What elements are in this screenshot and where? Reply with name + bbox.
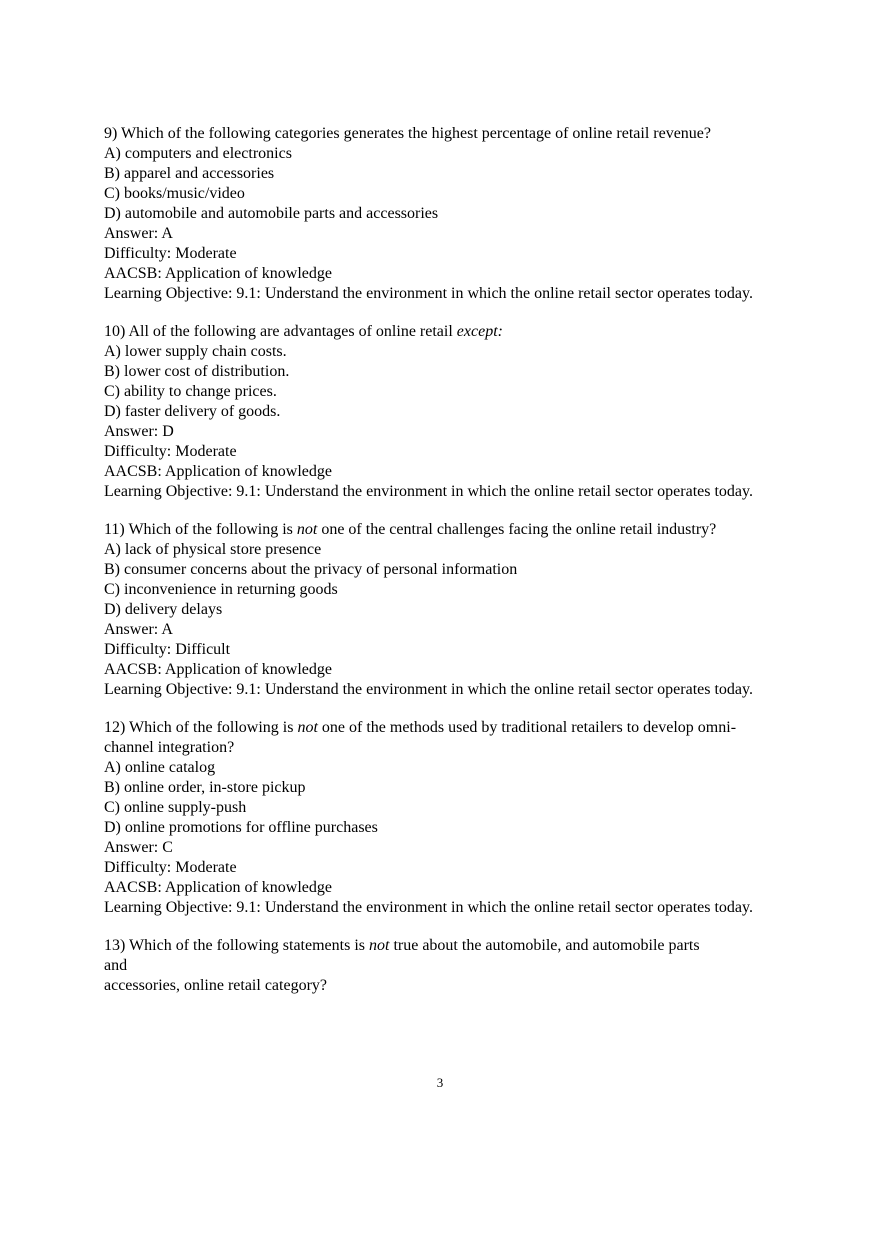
aacsb-line: AACSB: Application of knowledge bbox=[104, 661, 332, 678]
question-stem-text: 11) Which of the following is bbox=[104, 521, 297, 538]
question-stem bbox=[104, 520, 772, 540]
question-stem-text-end: one of the central challenges facing the online retail industry? bbox=[317, 521, 717, 538]
question-10 bbox=[104, 322, 772, 502]
option-b: B) consumer concerns about the privacy of personal information bbox=[104, 561, 518, 578]
question-12 bbox=[104, 718, 772, 918]
difficulty-line: Difficulty: Difficult bbox=[104, 641, 231, 658]
difficulty-line: Difficulty: Moderate bbox=[104, 245, 237, 262]
option-c: C) online supply-push bbox=[104, 799, 247, 816]
answer-line: Answer: C bbox=[104, 839, 173, 856]
question-stem-emphasis: not bbox=[296, 521, 318, 538]
question-stem-text-end: true about the automobile, and automobile parts bbox=[389, 937, 700, 954]
learning-objective-line: Learning Objective: 9.1: Understand the environment in which the online retail sector operates today. bbox=[104, 899, 753, 916]
option-d: D) online promotions for offline purchases bbox=[104, 819, 378, 836]
aacsb-line: AACSB: Application of knowledge bbox=[104, 879, 332, 896]
option-c: C) inconvenience in returning goods bbox=[104, 581, 338, 598]
aacsb-line: AACSB: Application of knowledge bbox=[104, 463, 332, 480]
question-stem: 9) Which of the following categories generates the highest percentage of online retail revenue? bbox=[104, 125, 712, 142]
question-stem-emphasis: not bbox=[369, 937, 390, 954]
option-d: D) faster delivery of goods. bbox=[104, 403, 281, 420]
answer-line: Answer: A bbox=[104, 225, 173, 242]
question-stem bbox=[104, 322, 772, 342]
option-c: C) ability to change prices. bbox=[104, 383, 277, 400]
difficulty-line: Difficulty: Moderate bbox=[104, 859, 237, 876]
document-page bbox=[104, 124, 772, 996]
question-stem-text: 13) Which of the following statements is bbox=[104, 937, 369, 954]
option-a: A) lack of physical store presence bbox=[104, 541, 322, 558]
question-stem-emphasis: not bbox=[297, 719, 318, 736]
question-stem-text: 10) All of the following are advantages of online retail bbox=[104, 323, 457, 340]
question-stem-line-3: accessories, online retail category? bbox=[104, 977, 327, 994]
option-b: B) lower cost of distribution. bbox=[104, 363, 290, 380]
option-a: A) computers and electronics bbox=[104, 145, 292, 162]
page-number: 3 bbox=[436, 1075, 444, 1090]
answer-line: Answer: D bbox=[104, 423, 174, 440]
option-b: B) online order, in-store pickup bbox=[104, 779, 306, 796]
option-c: C) books/music/video bbox=[104, 185, 245, 202]
learning-objective-line: Learning Objective: 9.1: Understand the environment in which the online retail sector operates today. bbox=[104, 285, 753, 302]
option-a: A) online catalog bbox=[104, 759, 216, 776]
question-11 bbox=[104, 520, 772, 700]
question-9 bbox=[104, 124, 772, 304]
aacsb-line: AACSB: Application of knowledge bbox=[104, 265, 332, 282]
learning-objective-line: Learning Objective: 9.1: Understand the environment in which the online retail sector operates today. bbox=[104, 681, 753, 698]
option-d: D) delivery delays bbox=[104, 601, 223, 618]
difficulty-line: Difficulty: Moderate bbox=[104, 443, 237, 460]
question-stem bbox=[104, 718, 772, 758]
question-stem-emphasis: except: bbox=[456, 323, 503, 340]
answer-line: Answer: A bbox=[104, 621, 173, 638]
learning-objective-line: Learning Objective: 9.1: Understand the environment in which the online retail sector operates today. bbox=[104, 483, 753, 500]
question-stem-line-2: and bbox=[104, 957, 128, 974]
question-stem-text-end: one of the methods used by traditional retailers to develop omni-channel integration? bbox=[104, 719, 737, 756]
option-a: A) lower supply chain costs. bbox=[104, 343, 287, 360]
question-stem bbox=[104, 936, 772, 956]
question-stem-text: 12) Which of the following is bbox=[104, 719, 298, 736]
option-d: D) automobile and automobile parts and accessories bbox=[104, 205, 439, 222]
option-b: B) apparel and accessories bbox=[104, 165, 275, 182]
question-13 bbox=[104, 936, 772, 996]
